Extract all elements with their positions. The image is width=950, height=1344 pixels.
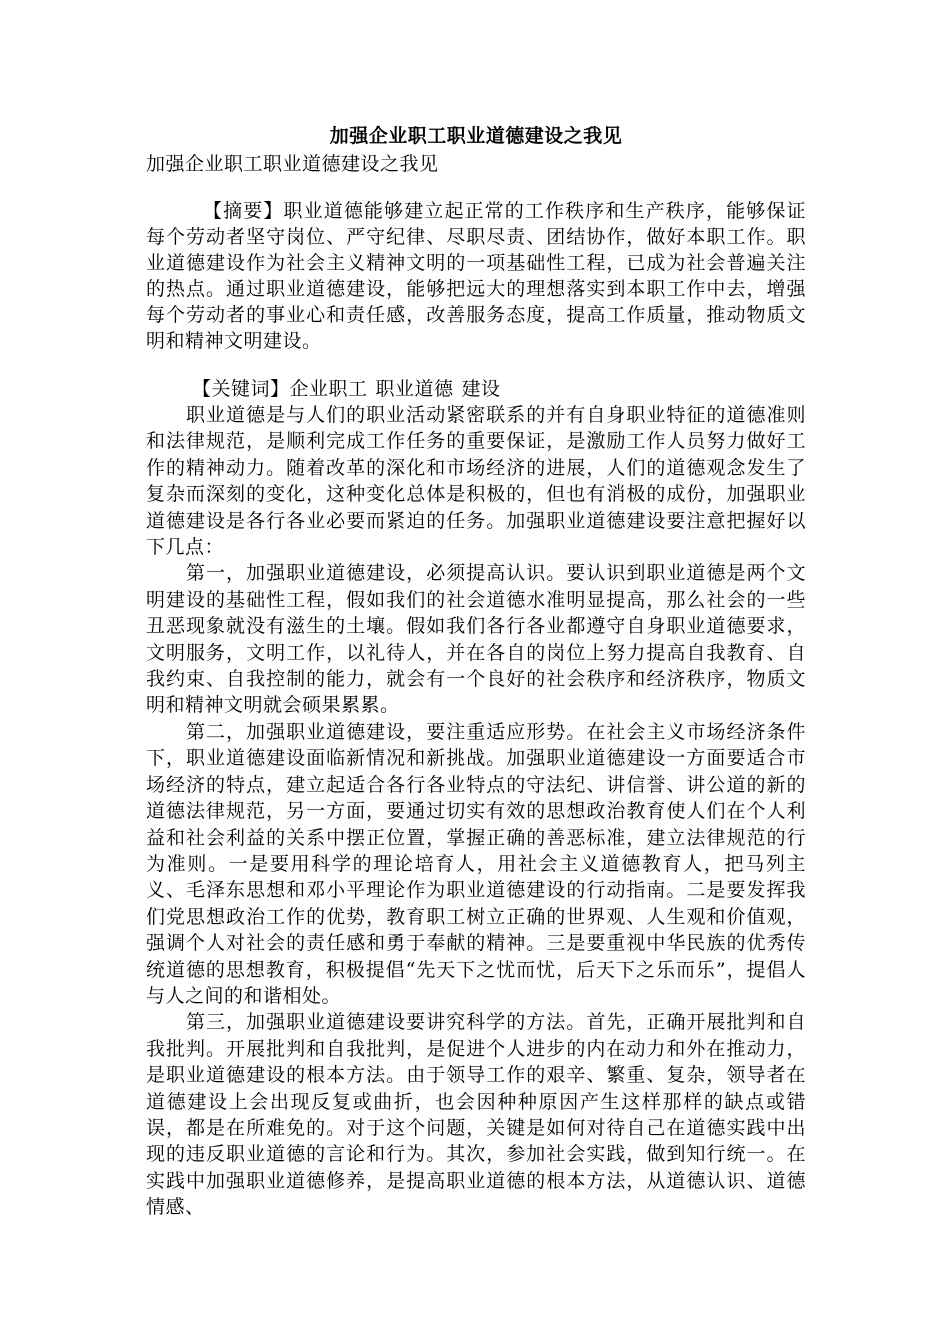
abstract-paragraph: 【摘要】职业道德能够建立起正常的工作秩序和生产秩序，能够保证每个劳动者坚守岗位、严守纪律、尽职尽责、团结协作，做好本职工作。职业道德建设作为社会主义精神文明的一项基础性工程，已成为社会普遍关注的热点。通过职业道德建设，能够把远大的理想落实到本职工作中去，增强每个劳动者的事业心和责任感，改善服务态度，提高工作质量，推动物质文明和精神文明建设。: [146, 200, 806, 352]
document-subtitle: 加强企业职工职业道德建设之我见: [146, 153, 439, 175]
keyword-item: 企业职工: [289, 378, 368, 400]
body-paragraph: 第一，加强职业道德建设，必须提高认识。要认识到职业道德是两个文明建设的基础性工程，假如我们的社会道德水准明显提高，那么社会的一些丑恶现象就没有滋生的土壤。假如我们各行各业都遵守自身职业道德要求，文明服务，文明工作，以礼待人，并在各自的岗位上努力提高自我教育、自我约束、自我控制的能力，就会有一个良好的社会秩序和经济秩序，物质文明和精神文明就会硕果累累。: [146, 562, 806, 717]
keyword-item: 建设: [461, 378, 501, 400]
document-title: 加强企业职工职业道德建设之我见: [329, 125, 623, 147]
document-page: [146, 122, 806, 1221]
body-paragraph: 第三，加强职业道德建设要讲究科学的方法。首先，正确开展批判和自我批判。开展批判和自我批判，是促进个人进步的内在动力和外在推动力，是职业道德建设的根本方法。由于领导工作的艰辛、繁重、复杂，领导者在道德建设上会出现反复或曲折，也会因种种原因产生这样那样的缺点或错误，都是在所难免的。对于这个问题，关键是如何对待自己在道德实践中出现的违反职业道德的言论和行为。其次，参加社会实践，做到知行统一。在实践中加强职业道德修养，是提高职业道德的根本方法，从道德认识、道德情感、: [146, 1011, 806, 1219]
body-paragraph: 第二，加强职业道德建设，要注重适应形势。在社会主义市场经济条件下，职业道德建设面临新情况和新挑战。加强职业道德建设一方面要适合市场经济的特点，建立起适合各行各业特点的守法纪、讲信誉、讲公道的新的道德法律规范，另一方面，要通过切实有效的思想政治教育使人们在个人利益和社会利益的关系中摆正位置，掌握正确的善恶标准，建立法律规范的行为准则。一是要用科学的理论培育人，用社会主义道德教育人，把马列主义、毛泽东思想和邓小平理论作为职业道德建设的行动指南。二是要发挥我们党思想政治工作的优势，教育职工树立正确的世界观、人生观和价值观，强调个人对社会的责任感和勇于奉献的精神。三是要重视中华民族的优秀传统道德的思想教育，积极提倡“先天下之忧而忧，后天下之乐而乐”，提倡人与人之间的和谐相处。: [146, 720, 806, 1007]
body-paragraph: 职业道德是与人们的职业活动紧密联系的并有自身职业特征的道德准则和法律规范，是顺利完成工作任务的重要保证，是激励工作人员努力做好工作的精神动力。随着改革的深化和市场经济的进展，人们的道德观念发生了复杂而深刻的变化，这种变化总体是积极的，但也有消极的成份，加强职业道德建设是各行各业必要而紧迫的任务。加强职业道德建设要注意把握好以下几点：: [146, 404, 806, 559]
keywords-line: [146, 376, 806, 402]
keywords-label: 【关键词】: [192, 378, 290, 400]
keyword-item: 职业道德: [375, 378, 454, 400]
